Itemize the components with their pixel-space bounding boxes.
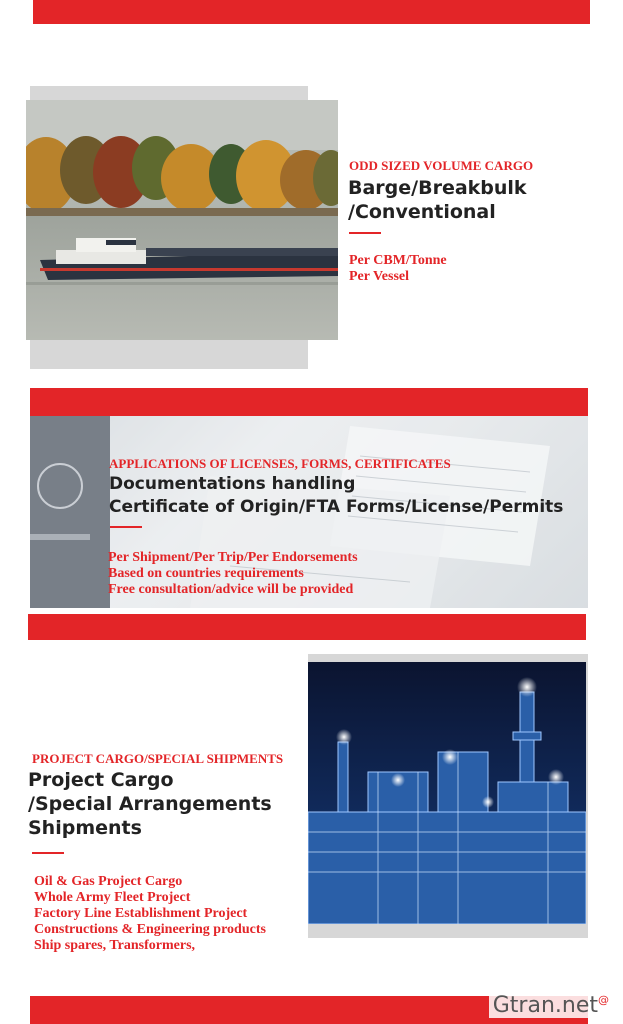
barge-title-line1: Barge/Breakbulk <box>348 177 527 199</box>
docs-rate-3: Free consultation/advice will be provided <box>108 582 354 597</box>
docs-top-red-bar <box>30 388 588 416</box>
watermark-text: Gtran.net <box>492 993 598 1018</box>
project-item-1: Oil & Gas Project Cargo <box>34 874 183 889</box>
docs-title-line1: Documentations handling <box>109 474 356 494</box>
project-title-line1: Project Cargo <box>28 769 174 791</box>
barge-rates <box>349 253 447 285</box>
watermark-symbol: @ <box>598 993 609 1007</box>
project-item-2: Whole Army Fleet Project <box>34 890 191 905</box>
project-item-3: Factory Line Establishment Project <box>34 906 248 921</box>
project-item-5: Ship spares, Transformers, <box>34 938 196 953</box>
project-title-line3: Shipments <box>28 817 142 839</box>
project-category: PROJECT CARGO/SPECIAL SHIPMENTS <box>32 751 284 766</box>
top-red-bar <box>33 0 590 24</box>
barge-rate-2: Per Vessel <box>349 269 410 284</box>
project-divider <box>32 852 64 854</box>
docs-title-line2: Certificate of Origin/FTA Forms/License/Permits <box>109 497 564 517</box>
project-item-4: Constructions & Engineering products <box>34 922 266 937</box>
barge-title-line2: /Conventional <box>348 201 496 223</box>
project-items <box>34 874 266 954</box>
docs-divider <box>110 526 142 528</box>
refinery-photo <box>308 662 586 924</box>
barge-photo <box>26 100 338 340</box>
barge-rate-1: Per CBM/Tonne <box>349 253 447 268</box>
docs-rate-1: Per Shipment/Per Trip/Per Endorsements <box>108 550 358 565</box>
watermark <box>489 993 613 1018</box>
docs-rate-2: Based on countries requirements <box>108 566 304 581</box>
barge-divider <box>349 232 381 234</box>
barge-category: ODD SIZED VOLUME CARGO <box>349 158 534 173</box>
project-title-line2: /Special Arrangements <box>28 793 272 815</box>
docs-rates <box>108 550 358 598</box>
docs-bottom-red-bar <box>28 614 586 640</box>
docs-category: APPLICATIONS OF LICENSES, FORMS, CERTIFICATES <box>109 456 451 471</box>
